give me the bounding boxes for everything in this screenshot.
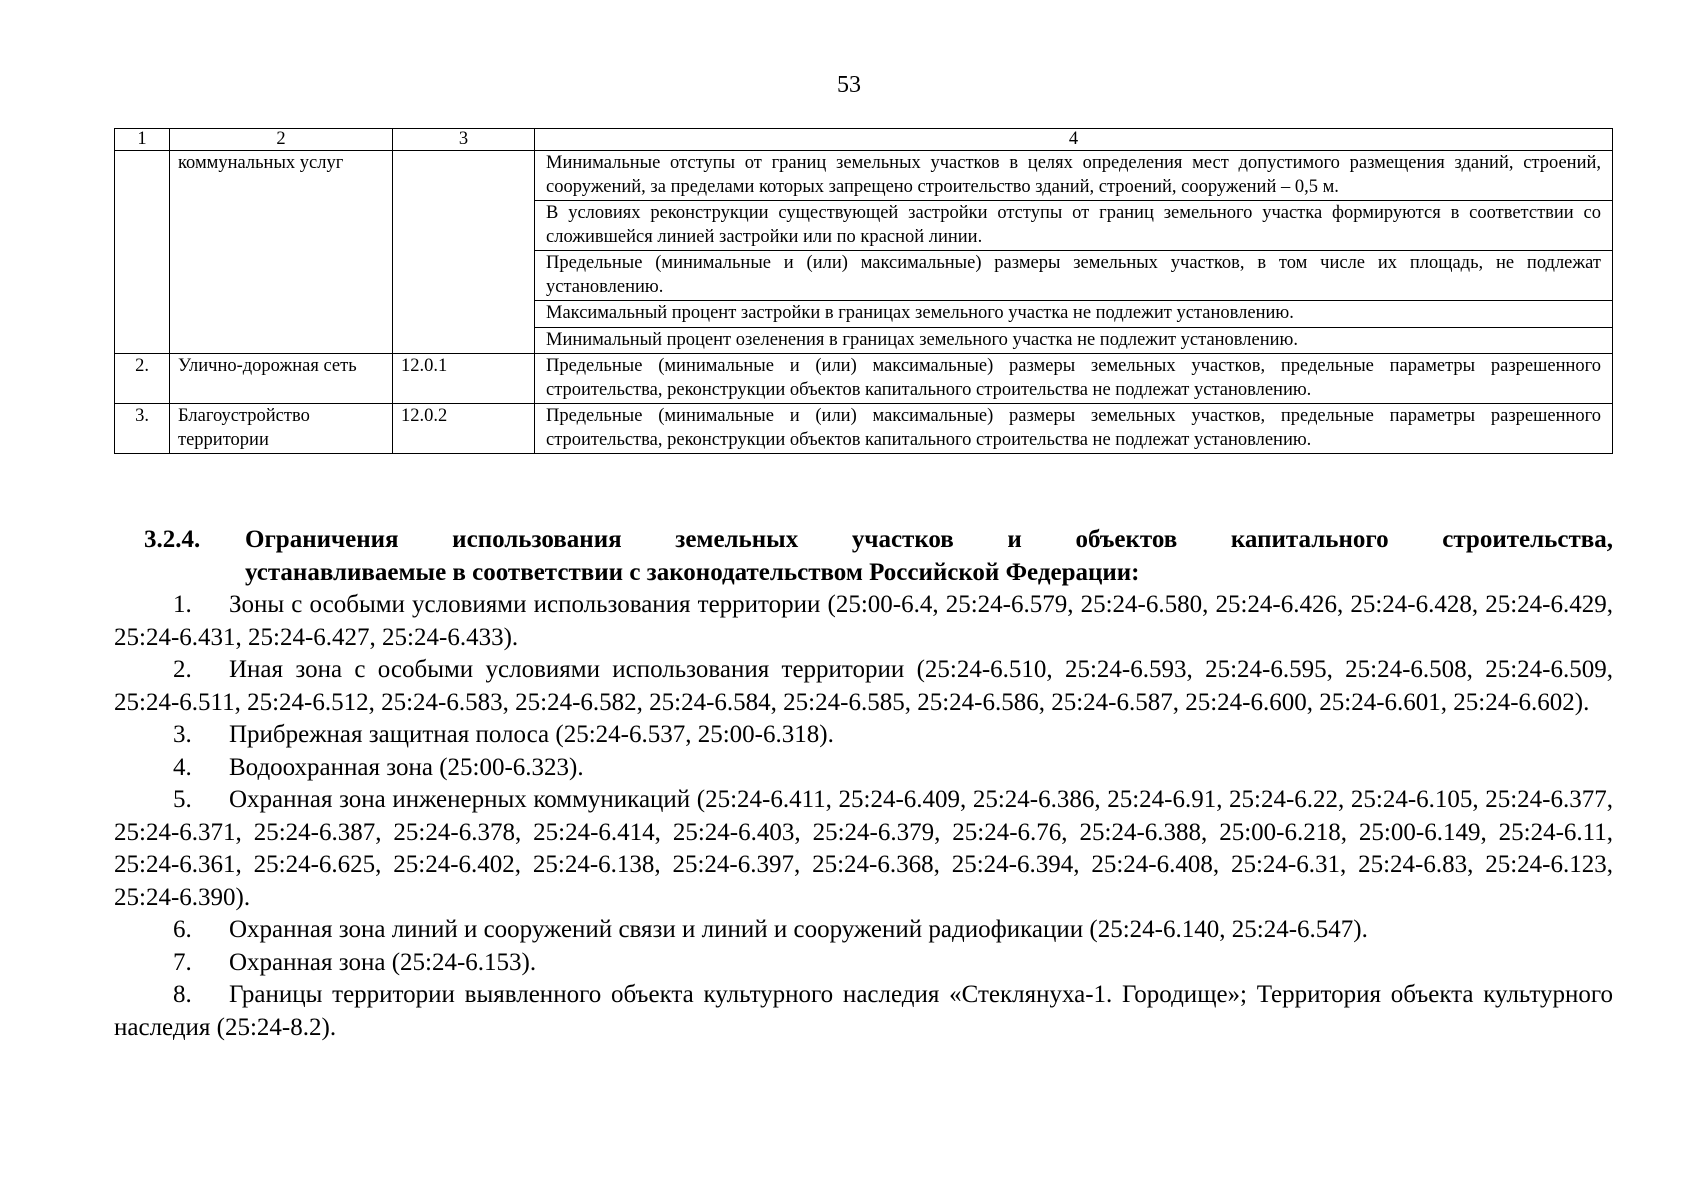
item-number: 7. [173,948,192,976]
row-parameter: В условиях реконструкции существующей застройки отступы от границ земельного участка формируются в соответствии со сложившейся линией застройки или по красной линии. [535,201,1613,251]
restriction-item [114,979,1613,1044]
section-number: 3.2.4. [144,526,201,553]
table-row [115,151,1613,201]
row-number: 3. [115,404,170,454]
item-number: 2. [173,656,192,683]
table-row [115,354,1613,404]
zoning-parameters-table [114,128,1613,454]
item-number: 1. [173,591,192,618]
item-number: 8. [173,981,192,1008]
row-use-name: Благоустройство территории [170,404,393,454]
section-title [245,524,1613,589]
restriction-item [114,914,1613,947]
row-use-code: 12.0.2 [393,404,535,454]
restriction-item [114,719,1613,752]
section-heading [114,524,1613,589]
header-col-4: 4 [535,129,1613,151]
section-title-line-2: устанавливаемые в соответствии с законодательством Российской Федерации: [245,558,1140,586]
row-parameter: Максимальный процент застройки в границах земельного участка не подлежит установлению. [535,301,1613,327]
restriction-item [114,654,1613,719]
item-number: 5. [173,786,192,813]
restriction-item [114,784,1613,914]
header-col-1: 1 [115,129,170,151]
item-text: Границы территории выявленного объекта культурного наследия «Стеклянуха-1. Городище»; Территория объекта культурного наследия (25:24-8.2). [114,981,1613,1041]
item-text: Прибрежная защитная полоса (25:24-6.537, 25:00-6.318). [229,721,834,748]
row-parameter: Минимальные отступы от границ земельных участков в целях определения мест допустимого размещения зданий, строений, сооружений, за пределами которых запрещено строительство зданий, строений, сооружений – 0,5 м. [535,151,1613,201]
header-col-3: 3 [393,129,535,151]
row-number: 2. [115,354,170,404]
item-text: Охранная зона линий и сооружений связи и линий и сооружений радиофикации (25:24-6.140, 25:24-6.547). [229,916,1368,943]
restriction-item [114,947,1613,980]
row-parameter: Предельные (минимальные и (или) максимальные) размеры земельных участков, предельные параметры разрешенного строительства, реконструкции объектов капитального строительства не подлежат установлению. [535,404,1613,454]
item-text: Водоохранная зона (25:00-6.323). [229,753,584,781]
section-title-line-1: Ограничения использования земельных участков и объектов капитального строительства, [245,526,1613,553]
restriction-item [114,589,1613,654]
row-use-name: Улично-дорожная сеть [170,354,393,404]
row-use-code: 12.0.1 [393,354,535,404]
row-use-code [393,151,535,354]
restrictions-section [114,524,1613,1044]
restriction-item [114,752,1613,785]
item-number: 4. [173,753,192,781]
row-use-name: коммунальных услуг [170,151,393,354]
table-row [115,404,1613,454]
row-number [115,151,170,354]
item-text: Иная зона с особыми условиями использования территории (25:24-6.510, 25:24-6.593, 25:24-6.595, 25:24-6.508, 25:24-6.509, 25:24-6.511, 25:24-6.512, 25:24-6.583, 25:24-6.582, 25:24-6.584, 25:24-6.585, 25:24-6.586, 25:24-6.587, 25:24-6.600, 25:24-6.601, 25:24-6.602). [114,656,1613,716]
item-text: Охранная зона инженерных коммуникаций (25:24-6.411, 25:24-6.409, 25:24-6.386, 25:24-6.91, 25:24-6.22, 25:24-6.105, 25:24-6.377, 25:24-6.371, 25:24-6.387, 25:24-6.378, 25:24-6.414, 25:24-6.403, 25:24-6.379, 25:24-6.76, 25:24-6.388, 25:00-6.218, 25:00-6.149, 25:24-6.11, 25:24-6.361, 25:24-6.625, 25:24-6.402, 25:24-6.138, 25:24-6.397, 25:24-6.368, 25:24-6.394, 25:24-6.408, 25:24-6.31, 25:24-6.83, 25:24-6.123, 25:24-6.390). [114,786,1613,911]
row-parameter: Минимальный процент озеленения в границах земельного участка не подлежит установлению. [535,327,1613,353]
page-number: 53 [837,72,861,98]
row-parameter: Предельные (минимальные и (или) максимальные) размеры земельных участков, в том числе их площадь, не подлежат установлению. [535,251,1613,301]
table-header-row [115,129,1613,151]
item-text: Охранная зона (25:24-6.153). [229,948,537,976]
row-parameter: Предельные (минимальные и (или) максимальные) размеры земельных участков, предельные параметры разрешенного строительства, реконструкции объектов капитального строительства не подлежат установлению. [535,354,1613,404]
header-col-2: 2 [170,129,393,151]
item-number: 6. [173,916,192,943]
item-text: Зоны с особыми условиями использования территории (25:00-6.4, 25:24-6.579, 25:24-6.580, 25:24-6.426, 25:24-6.428, 25:24-6.429, 25:24-6.431, 25:24-6.427, 25:24-6.433). [114,591,1613,651]
item-number: 3. [173,721,192,748]
